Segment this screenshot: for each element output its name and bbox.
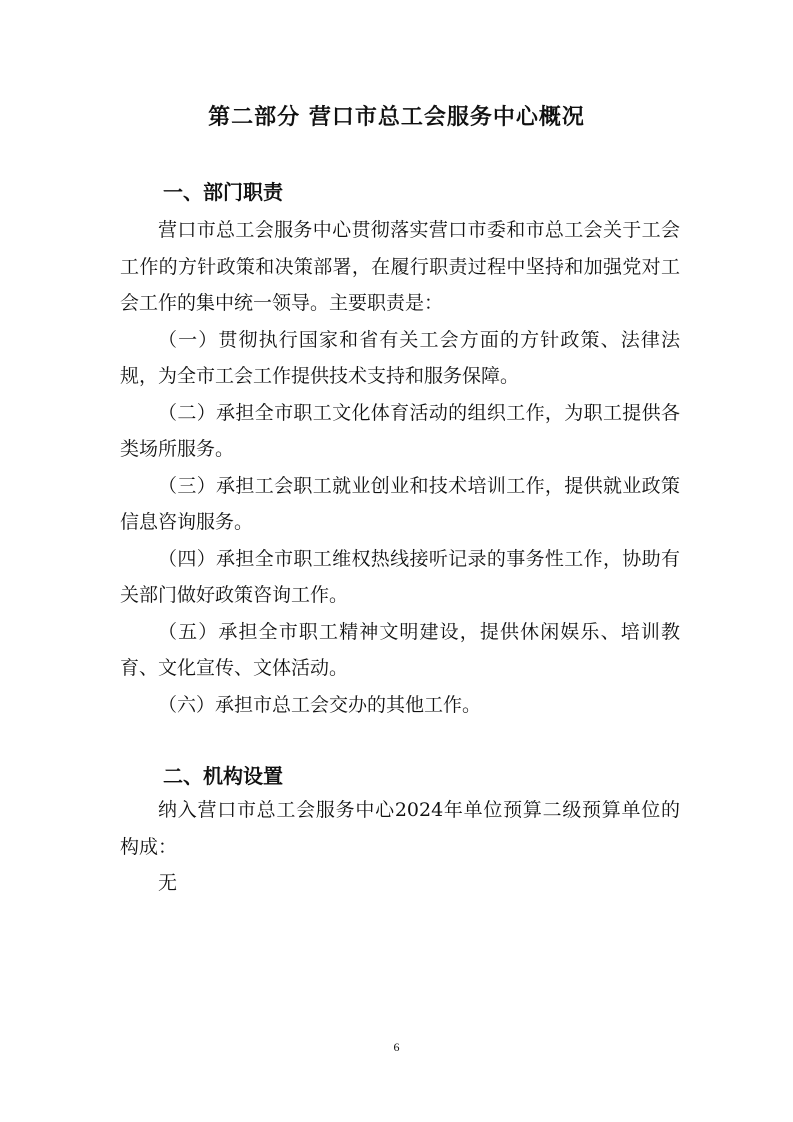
duties-intro-paragraph: 营口市总工会服务中心贯彻落实营口市委和市总工会关于工会工作的方针政策和决策部署，在履行职责过程中坚持和加强党对工会工作的集中统一领导。主要职责是： xyxy=(120,219,680,314)
duty-item-6: （六）承担市总工会交办的其他工作。 xyxy=(158,693,482,716)
organization-value: 无 xyxy=(158,872,178,894)
duty-item-5: （五）承担全市职工精神文明建设，提供休闲娱乐、培训教育、文化宣传、文体活动。 xyxy=(120,620,680,679)
duty-item-2: （二）承担全市职工文化体育活动的组织工作，为职工提供各类场所服务。 xyxy=(120,401,680,460)
section-heading-duties: 一、部门职责 xyxy=(163,180,283,204)
section-heading-organization: 二、机构设置 xyxy=(163,764,283,788)
page-number: 6 xyxy=(393,1040,400,1054)
organization-paragraph: 纳入营口市总工会服务中心2024年单位预算二级预算单位的构成： xyxy=(120,799,680,858)
duty-item-4: （四）承担全市职工维权热线接听记录的事务性工作，协助有关部门做好政策咨询工作。 xyxy=(120,547,680,606)
section-body-duties xyxy=(120,212,680,723)
page-title: 第二部分 营口市总工会服务中心概况 xyxy=(208,105,585,130)
duty-item-3: （三）承担工会职工就业创业和技术培训工作，提供就业政策信息咨询服务。 xyxy=(120,474,680,533)
section-body-organization xyxy=(120,792,680,902)
duty-item-1: （一）贯彻执行国家和省有关工会方面的方针政策、法律法规，为全市工会工作提供技术支持和服务保障。 xyxy=(120,328,680,387)
